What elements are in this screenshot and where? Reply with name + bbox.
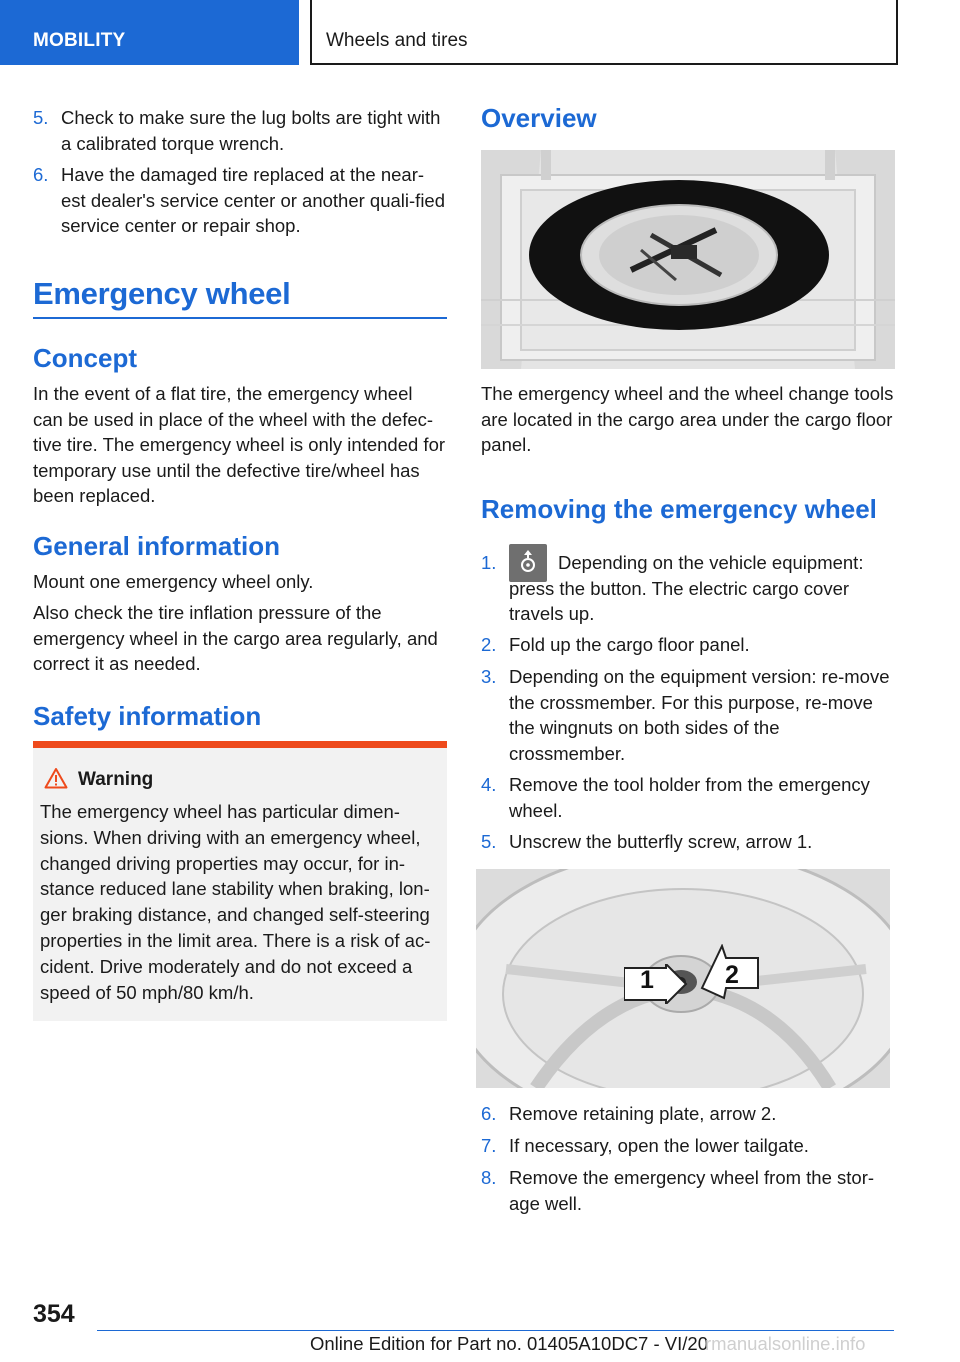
arrow-1-label: 1 [640,966,654,994]
step-text: Remove retaining plate, arrow 2. [509,1103,777,1124]
general-paragraph-2: Also check the tire inflation pressure of the emergency wheel in the cargo area regularly, and correct it as needed. [33,602,438,674]
step-text: Unscrew the butterfly screw, arrow 1. [509,831,813,852]
general-paragraph-1: Mount one emergency wheel only. [33,571,314,592]
step-text: Depending on the vehicle equipment: press the button. The electric cargo cover travels up. [509,552,864,624]
page-number: 354 [33,1300,75,1328]
step-number: 1. [481,552,497,573]
footer-rule [97,1330,894,1331]
step-number: 2. [481,634,497,655]
step-number: 7. [481,1135,497,1156]
step-text: Have the damaged tire replaced at the near‐est dealer's service center or another quali‐fied service center or repair shop. [61,164,446,236]
cargo-area-image [481,150,895,369]
step-text: If necessary, open the lower tailgate. [509,1135,809,1156]
step-text: Remove the tool holder from the emergency wheel. [509,774,870,821]
step-number: 8. [481,1167,497,1188]
step-number: 6. [481,1103,497,1124]
step-number: 6. [33,164,49,185]
chapter-title: Wheels and tires [326,30,468,51]
subheading-concept: Concept [33,343,137,373]
section-tab [0,0,299,65]
step-text: Fold up the cargo floor panel. [509,634,750,655]
warning-bar [33,741,447,748]
heading-rule [33,317,447,319]
warning-title: Warning [78,769,154,790]
emergency-wheel-illustration [481,150,895,369]
step-text: Check to make sure the lug bolts are tight with a calibrated torque wrench. [61,107,441,154]
section-heading: Emergency wheel [33,276,291,311]
step-text: Remove the emergency wheel from the stor‐age well. [509,1167,875,1214]
step-number: 4. [481,774,497,795]
chapter-header [310,0,898,65]
step-number: 5. [481,831,497,852]
arrow-1-icon [624,964,688,1004]
watermark: rmanualsonline.info [705,1333,866,1354]
warning-text: The emergency wheel has particular dimen‐sions. When driving with an emergency wheel, changed driving properties may occur, for in‐stance reduced lane stability when braking, lon‐ger braking distance, and changed self-steering properties in the limit area. There is a risk of ac‐cident. Drive moderately and do not exceed a speed of 50 mph/80 km/h. [40,801,431,1003]
wheel-detail-image [476,869,890,1088]
subheading-general: General information [33,531,281,561]
step-number: 3. [481,666,497,687]
warning-triangle-icon [44,767,68,789]
edition-text: Online Edition for Part no. 01405A10DC7 - VI/20 [310,1333,708,1354]
concept-paragraph: In the event of a flat tire, the emergency wheel can be used in place of the wheel with the defec‐tive tire. The emergency wheel is only intended for temporary use until the defective tire/wheel has been replaced. [33,383,446,506]
subheading-removing: Removing the emergency wheel [481,494,877,524]
step-text: Depending on the equipment version: re‐move the crossmember. For this purpose, re‐move the wingnuts on both sides of the crossmember. [509,666,890,764]
step-number: 5. [33,107,49,128]
arrow-2-label: 2 [725,961,739,989]
warning-box [33,741,447,1021]
subheading-safety: Safety information [33,701,262,731]
subheading-overview: Overview [481,103,597,133]
section-label: MOBILITY [33,30,126,51]
overview-paragraph: The emergency wheel and the wheel change tools are located in the cargo area under the cargo floor panel. [481,383,894,455]
